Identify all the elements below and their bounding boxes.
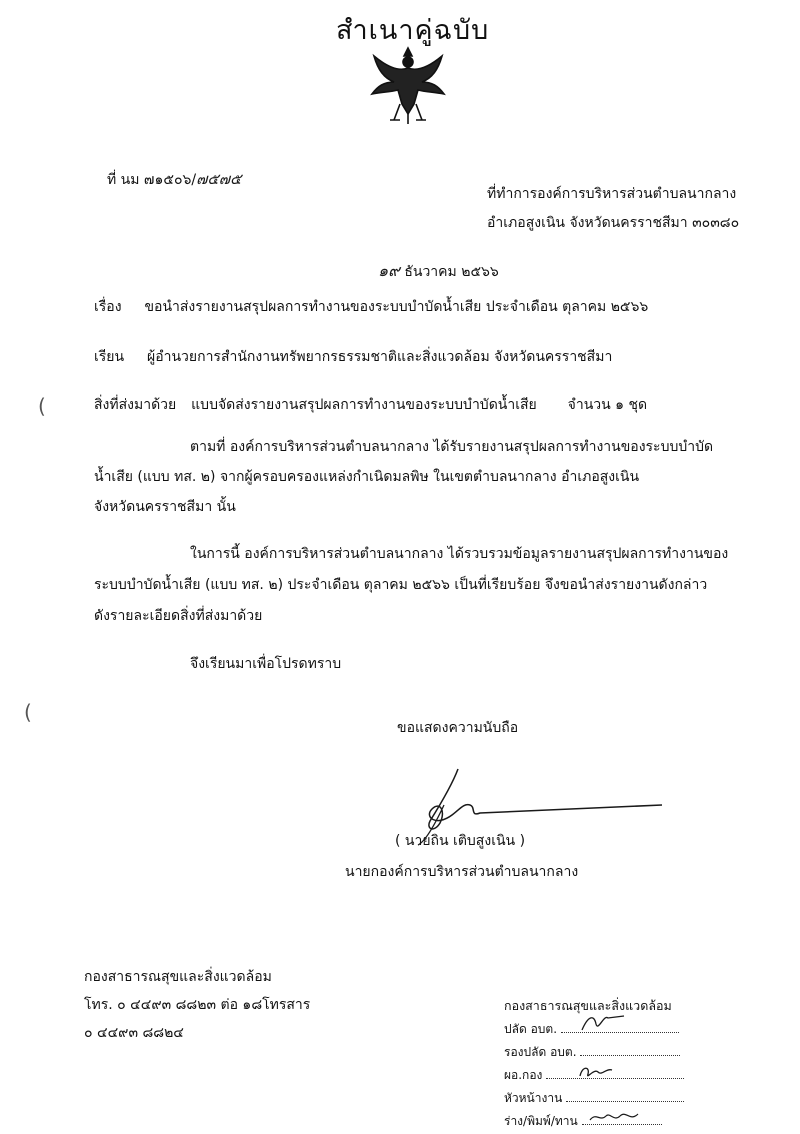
paragraph1-line1: ตามที่ องค์การบริหารส่วนตำบลนากลาง ได้รับรายงานสรุปผลการทำงานของระบบบำบัด [190,439,714,455]
routing-row-label: หัวหน้างาน [504,1091,563,1105]
routing-row [504,1066,794,1085]
routing-fill-line [580,1055,680,1056]
enclosure-text: แบบจัดส่งรายงานสรุปผลการทำงานของระบบบำบัดน้ำเสีย [191,397,537,413]
routing-initial-scribble [578,1010,628,1034]
closing-text: จึงเรียนมาเพื่อโปรดทราบ [190,656,342,672]
routing-initial-scribble [588,1106,644,1128]
routing-row-label: ร่าง/พิมพ์/ทาน [504,1114,578,1128]
signatory-name: ( นายถิน เติบสูงเนิน ) [395,833,526,849]
recipient-text: ผู้อำนวยการสำนักงานทรัพยากรธรรมชาติและสิ่งแวดล้อม จังหวัดนครราชสีมา [146,349,613,365]
document-number [107,167,241,191]
copy-stamp-text: สำเนาคู่ฉบับ [336,15,490,46]
paragraph1-line3: จังหวัดนครราชสีมา นั้น [94,499,236,515]
signatory-position: นายกองค์การบริหารส่วนตำบลนากลาง [345,864,579,880]
recipient-label: เรียน [94,349,125,365]
routing-row-label: ผอ.กอง [504,1068,543,1082]
document-date [378,259,499,284]
date-day-handwritten: ๑๙ [378,261,400,280]
footer-department: กองสาธารณสุขและสิ่งแวดล้อม [84,969,272,985]
routing-row [504,1112,794,1131]
paragraph2-line2: ระบบบำบัดน้ำเสีย (แบบ ทส. ๒) ประจำเดือน ตุลาคม ๒๕๖๖ เป็นที่เรียบร้อย จึงขอนำส่งรายงานดังกล่าว [94,577,708,593]
routing-row [504,1043,794,1062]
enclosure-label: สิ่งที่ส่งมาด้วย [94,397,177,413]
routing-department: กองสาธารณสุขและสิ่งแวดล้อม [504,998,672,1013]
subject-label: เรื่อง [94,299,122,315]
office-address-line2: อำเภอสูงเนิน จังหวัดนครราชสีมา ๓๐๓๘๐ [487,215,740,231]
punch-hole-mark: ( [38,394,46,418]
enclosure-quantity: จำนวน ๑ ชุด [567,397,648,413]
document-number-handwritten: ๗๕๗๕ [196,170,242,188]
paragraph1-line2: น้ำเสีย (แบบ ทส. ๒) จากผู้ครอบครองแหล่งกำเนิดมลพิษ ในเขตตำบลนากลาง อำเภอสูงเนิน [94,469,640,485]
regards-text: ขอแสดงความนับถือ [397,720,519,736]
document-number-label: ที่ นม ๗๑๕๐๖/ [107,172,197,188]
footer-phone: โทร. ๐ ๔๔๙๓ ๘๘๒๓ ต่อ ๑๘โทรสาร [84,997,311,1013]
routing-row-label: รองปลัด อบต. [504,1045,577,1059]
routing-initial-scribble [576,1062,616,1082]
recipient-line [94,346,612,368]
routing-row [504,1020,794,1039]
punch-hole-mark: ( [24,700,32,724]
office-address-line1: ที่ทำการองค์การบริหารส่วนตำบลนากลาง [487,186,737,202]
enclosure-line [94,394,647,416]
garuda-emblem-icon [368,44,448,126]
date-month-year: ธันวาคม ๒๕๖๖ [404,264,499,280]
paragraph2-line3: ดังรายละเอียดสิ่งที่ส่งมาด้วย [94,608,263,624]
paragraph2-line1: ในการนี้ องค์การบริหารส่วนตำบลนากลาง ได้รวบรวมข้อมูลรายงานสรุปผลการทำงานของ [190,546,729,562]
footer-fax: ๐ ๔๔๙๓ ๘๘๒๔ [84,1025,184,1041]
subject-line [94,296,648,318]
routing-fill-line [566,1101,684,1102]
routing-row [504,1089,794,1108]
subject-text: ขอนำส่งรายงานสรุปผลการทำงานของระบบบำบัดน้ำเสีย ประจำเดือน ตุลาคม ๒๕๖๖ [144,299,649,315]
routing-row-label: ปลัด อบต. [504,1022,558,1036]
